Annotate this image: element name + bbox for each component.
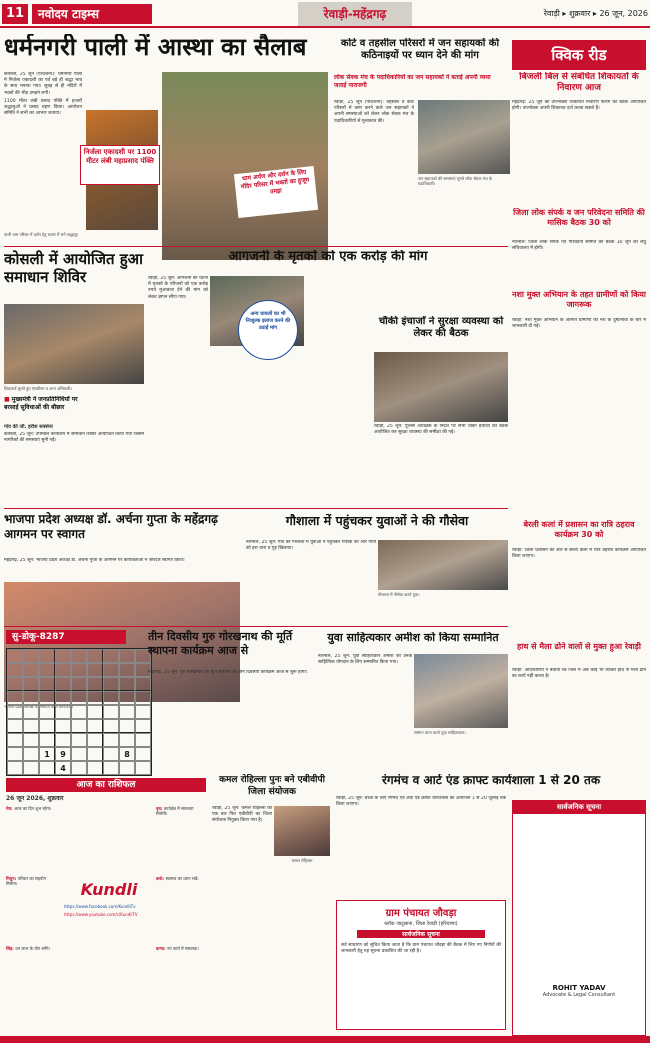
pali-intro-col	[84, 72, 162, 106]
agni-body-col-1: रेवाड़ी, 25 जून: आगजनी की घटना में मृतकों के परिजनों को एक करोड़ रुपये मुआवजा देने की मांग को लेकर ज्ञापन सौंपा गया।	[148, 276, 208, 300]
headline-kosli: कोसली में आयोजित हुआ समाधान शिविर	[4, 250, 144, 286]
sudoku-cell	[7, 677, 23, 691]
sudoku-cell	[119, 691, 135, 705]
pali-body-1: कोसली, 25 जून (पांचजन्य): धर्मनगरी पाली में निर्जला एकादशी का पर्व बड़े ही श्रद्धा भाव के साथ मनाया गया। सुबह से ही मंदिरों में भक्तों की भीड़ उमड़ने लगी। 1100 मीटर लंबी प्रसाद पंक्ति में हजारों श्रद्धालुओं ने प्रसाद ग्रहण किया। आयोजन समिति ने सभी का आभार जताया।	[4, 72, 82, 117]
rashi-item: कर्क: स्वास्थ्य का ध्यान रखें।	[156, 876, 199, 881]
rashi-item: मिथुन: परिवार का सहयोग मिलेगा।	[6, 876, 46, 887]
qr-item-1-head: बिजली बिल से संबंधित शिकायतों के निवारण आज	[519, 72, 639, 93]
sudoku-cell	[7, 761, 23, 775]
sudoku-cell: 8	[119, 747, 135, 761]
sudoku-cell	[39, 649, 55, 663]
sudoku-cell	[71, 649, 87, 663]
sudoku-cell	[39, 705, 55, 719]
sudoku-cell	[55, 691, 71, 705]
gaushala-caption: गौशाला में गौसेवा करते युवा।	[378, 592, 420, 597]
sudoku-cell: 9	[55, 747, 71, 761]
sudoku-cell	[119, 677, 135, 691]
qr-item-5-body: रेवाड़ी: अधिकारियों ने बताया कि जिले में अब कोई भी व्यक्ति हाथ से मैला ढोने का कार्य नहीं करता है।	[512, 668, 646, 680]
sudoku-cell	[39, 663, 55, 677]
gram-panchayat-notice	[336, 900, 506, 1030]
sudoku-cell	[103, 649, 119, 663]
sudoku-cell	[7, 705, 23, 719]
sudoku-cell	[23, 663, 39, 677]
sudoku-cell	[7, 719, 23, 733]
qr-item-3-body: रेवाड़ी: नशा मुक्त अभियान के अंतर्गत ग्रामीणों को नशे के दुष्प्रभावों के बारे में जानकारी दी गई।	[512, 318, 646, 330]
kamal-caption: कमल रोहिल्ला	[291, 858, 313, 863]
kamal-photo	[274, 806, 330, 856]
city-section: रेवाड़ी-महेंद्रगढ़	[298, 2, 412, 26]
gorakhnath-body: महेंद्रगढ़, 25 जून: गुरु गोरखनाथ की मूर्ति स्थापना का तीन दिवसीय कार्यक्रम आज से शुरू होगा।	[148, 670, 308, 675]
sudoku-cell	[55, 677, 71, 691]
amish-photo	[414, 654, 508, 728]
dateline: रेवाड़ी ▸ शुक्रवार ▸ 26 जून, 2026	[543, 9, 648, 18]
headline-chowki: चौकी इंचार्जों ने सुरक्षा व्यवस्था को लेकर की बैठक	[378, 316, 504, 339]
sudoku-cell	[55, 733, 71, 747]
sudoku-cell	[103, 677, 119, 691]
sudoku-cell	[71, 663, 87, 677]
footer-bar	[0, 1036, 650, 1043]
pali-pull-quote: निर्जला एकादशी पर 1100 मीटर लंबी महाप्रसाद पंक्ति	[80, 145, 160, 185]
jan-sahayak-caption: जन सहायकों की समस्याएं सुनते लोक सेवक मंच के पदाधिकारी।	[418, 176, 493, 186]
amish-caption: सम्मान प्राप्त करते युवा साहित्यकार।	[414, 730, 466, 735]
sudoku-cell	[103, 705, 119, 719]
sudoku-cell	[23, 719, 39, 733]
jan-sahayak-subhead: लोक सेवक मंच के पदाधिकारियों का जन सहायकों ने बताई अपनी व्यथा जताई नाराजगी	[334, 74, 491, 89]
headline-kamal: कमल रोहिल्ला पुनः बने एबीवीपी जिला संयोजक	[219, 775, 325, 797]
rashi-item: मेष: आज का दिन शुभ रहेगा।	[6, 806, 52, 811]
paper-name: नवोदय टाइम्स	[32, 4, 152, 24]
sudoku-cell	[119, 663, 135, 677]
sudoku-cell	[7, 691, 23, 705]
bjp-body: महेंद्रगढ़, 25 जून: भाजपा प्रदेश अध्यक्ष डॉ. अर्चना गुप्ता के आगमन पर कार्यकर्ताओं ने जोरदार स्वागत किया।	[4, 558, 185, 563]
kundli-brand: Kundli	[80, 880, 138, 899]
chowki-body: रेवाड़ी, 25 जून: पुलिस अधीक्षक के निर्देश पर सभी चौकी इंचार्जों की बैठक आयोजित कर सुरक्षा व्यवस्था की समीक्षा की गई।	[374, 424, 508, 436]
public-notice	[512, 800, 646, 1036]
sudoku-cell	[119, 705, 135, 719]
qr-item-5-head: हाथ से मैला ढोने वालों से मुक्त हुआ रेवाड़ी	[516, 642, 642, 651]
sudoku-cell	[55, 649, 71, 663]
gaushala-body: नारनौल, 25 जून: गांव की गौशाला में युवाओं ने पहुंचकर गौसेवा की और गायों को हरा चारा व गुड़ खिलाया।	[246, 540, 376, 552]
sudoku-cell	[87, 761, 103, 775]
sudoku-cell	[23, 733, 39, 747]
qr-item-4-body: रेवाड़ी: जिला प्रशासन की ओर से बेरली कलां में रात्रि ठहराव कार्यक्रम आयोजित किया जाएगा।	[512, 548, 646, 560]
jan-sahayak-photo	[418, 100, 510, 174]
sudoku-cell	[55, 663, 71, 677]
gram-panchayat-notice-label: सार्वजनिक सूचना	[357, 930, 485, 938]
kosli-photo	[4, 304, 144, 384]
sudoku-cell	[71, 761, 87, 775]
sudoku-cell	[87, 649, 103, 663]
bjp-caption: भाजपा प्रदेश अध्यक्ष का स्वागत करते कार्यकर्ता।	[4, 704, 74, 709]
sudoku-cell	[71, 733, 87, 747]
rashi-item: कन्या: नए कार्य में सफलता।	[156, 946, 199, 951]
sudoku-cell	[103, 733, 119, 747]
sudoku-cell	[119, 719, 135, 733]
qr-item-3-head: नशा मुक्त अभियान के तहत ग्रामीणों को किया जागरूक	[512, 290, 646, 309]
sudoku-cell	[103, 747, 119, 761]
sudoku-cell	[119, 733, 135, 747]
rashi-item: वृष: कार्यक्षेत्र में सफलता मिलेगी।	[156, 806, 194, 817]
rashifal-date: 26 जून 2026, शुक्रवार	[6, 795, 64, 802]
sudoku-cell	[55, 705, 71, 719]
sudoku-cell	[23, 761, 39, 775]
qr-item-1-body: महेंद्रगढ़: 25 जून को उपभोक्ता शिकायत निवारण फोरम की बैठक आयोजित होगी। उपभोक्ता अपनी शिकायत दर्ज करवा सकते हैं।	[512, 100, 646, 112]
section-divider-3	[4, 626, 508, 627]
public-notice-name: ROHIT YADAV	[552, 984, 606, 992]
headline-rangmanch: रंगमंच व आर्ट एंड क्राफ्ट कार्यशाला 1 से 20 तक	[381, 774, 601, 787]
sudoku-cell	[55, 719, 71, 733]
rashifal-title: आज का राशिफल	[6, 778, 206, 792]
chowki-photo	[374, 352, 508, 422]
page-number: 11	[2, 4, 28, 24]
sudoku-cell	[23, 691, 39, 705]
headline-amish: युवा साहित्यकार अमीश को किया सम्मानित	[327, 632, 499, 644]
section-divider-2	[4, 508, 508, 509]
sudoku-cell	[71, 719, 87, 733]
sudoku-cell	[87, 705, 103, 719]
sudoku-cell	[87, 733, 103, 747]
jan-sahayak-body: रेवाड़ी, 25 जून (पांचजन्य): तहसील व कोर्ट परिसरों में काम करने वाले जन सहायकों ने अपनी समस्याओं को लेकर लोक सेवक मंच के पदाधिकारियों से मुलाकात की।	[334, 100, 414, 124]
agni-pull-quote: अन्य घायलों का भी निःशुल्क इलाज करने की उठाई मांग	[238, 300, 298, 360]
kosli-body: कोसली, 25 जून: उपमंडल कार्यालय में समाधान शिविर आयोजित किया गया जिसमें नागरिकों की समस्याएं सुनी गईं।	[4, 432, 144, 444]
sudoku-cell	[71, 691, 87, 705]
sudoku-title: सु-डोकू-8287	[6, 630, 126, 644]
kundli-fb-link[interactable]: https://www.facebook.com/KundliTv	[64, 904, 136, 909]
kundli-yt-link[interactable]: https://www.youtube.com/c/KundliTV	[64, 912, 138, 917]
sudoku-cell	[7, 663, 23, 677]
rashifal-list	[6, 806, 206, 1036]
sudoku-cell	[23, 747, 39, 761]
public-notice-sub: Advocate & Legal Consultant	[542, 992, 616, 998]
qr-item-2-head: जिला लोक संपर्क व जन परिवेदना समिति की मासिक बैठक 30 को	[513, 208, 645, 227]
sudoku-cell	[119, 649, 135, 663]
pali-caption-2: पाली धाम परिसर में दर्शन हेतु कतार में लगे श्रद्धालु।	[4, 232, 79, 237]
sudoku-cell	[39, 677, 55, 691]
sudoku-grid	[6, 648, 152, 776]
kamal-body-2	[274, 868, 330, 1018]
masthead	[0, 0, 650, 28]
sudoku-cell	[39, 691, 55, 705]
sudoku-cell	[87, 747, 103, 761]
section-divider-1	[4, 246, 508, 247]
sudoku-cell	[7, 747, 23, 761]
masthead-rule	[0, 26, 650, 28]
sudoku-cell	[71, 747, 87, 761]
sudoku-cell	[119, 761, 135, 775]
sudoku-cell	[103, 691, 119, 705]
sudoku-cell: 4	[55, 761, 71, 775]
sudoku-cell	[39, 761, 55, 775]
sudoku-cell	[39, 719, 55, 733]
public-notice-body	[513, 814, 645, 984]
headline-gaushala: गौशाला में पहुंचकर युवाओं ने की गौसेवा	[285, 514, 469, 528]
sudoku-cell	[103, 719, 119, 733]
sudoku-cell	[23, 705, 39, 719]
sudoku-cell	[39, 733, 55, 747]
public-notice-title: सार्वजनिक सूचना	[513, 801, 645, 814]
sudoku-cell	[23, 677, 39, 691]
kamal-body: रेवाड़ी, 25 जून: कमल रोहिल्ला को एक बार फिर एबीवीपी का जिला संयोजक नियुक्त किया गया है।	[212, 806, 272, 824]
sudoku-cell	[71, 677, 87, 691]
quick-read-title: क्विक रीड	[512, 40, 646, 70]
gram-panchayat-title: ग्राम पंचायत जौवड़ा	[385, 908, 457, 919]
qr-item-2-body: नारनौल: जिला लोक संपर्क एवं परिवेदना समिति की बैठक 30 जून को लघु सचिवालय में होगी।	[512, 240, 646, 252]
kosli-bullet-sub: गांव की जी. हरीश सक्सेना	[4, 424, 53, 430]
sudoku-cell	[87, 677, 103, 691]
sudoku-cell	[71, 705, 87, 719]
sudoku-cell	[103, 663, 119, 677]
kosli-bullet-head: ■ मुख्यमंत्री ने जनप्रतिनिधियों पर बरसाई सुविधाओं की बौछार	[4, 396, 78, 411]
pali-photo-caption: धाम अर्पण और दर्शन के लिए मंदिर परिसर में भक्तों का हुजूम उमड़ा	[234, 166, 318, 218]
sudoku-cell: 1	[39, 747, 55, 761]
qr-item-4-head: बेरली कलां में प्रशासन का रात्रि ठहराव कार्यक्रम 30 को	[523, 520, 635, 539]
rashi-item: सिंह: धन लाभ के योग बनेंगे।	[6, 946, 51, 951]
kosli-caption: शिकायतें सुनते हुए एसडीएम व अन्य अधिकारी।	[4, 386, 72, 391]
sudoku-cell	[103, 761, 119, 775]
agni-body-col-3	[374, 276, 508, 316]
headline-jan-sahayak: कोर्ट व तहसील परिसरों में जन सहायकों की कठिनाइयों पर ध्यान देने की मांग	[340, 38, 500, 61]
headline-pali: धर्मनगरी पाली में आस्था का सैलाब	[4, 34, 307, 61]
agni-body-col-2	[308, 276, 370, 502]
sudoku-cell	[7, 649, 23, 663]
sudoku-cell	[87, 691, 103, 705]
headline-agnijani: आगजनी के मृतकों को एक करोड़ की मांग	[228, 250, 428, 264]
sudoku-cell	[23, 649, 39, 663]
gaushala-photo	[378, 540, 508, 590]
rangmanch-body: रेवाड़ी, 25 जून: बच्चों के लिए रंगमंच एवं आर्ट एंड क्राफ्ट कार्यशाला का आयोजन 1 से 20 जुलाई तक किया जाएगा।	[336, 796, 506, 808]
headline-bjp: भाजपा प्रदेश अध्यक्ष डॉ. अर्चना गुप्ता के महेंद्रगढ़ आगमन पर स्वागत	[4, 512, 218, 541]
headline-gorakhnath: तीन दिवसीय गुरु गोरखनाथ की मूर्ति स्थापना कार्यक्रम आज से	[148, 630, 293, 657]
sudoku-cell	[7, 733, 23, 747]
gram-panchayat-subtitle: ब्लॉक जाटूसाना, जिला रेवाड़ी (हरियाणा)	[384, 921, 458, 927]
gram-panchayat-body: सर्व साधारण को सूचित किया जाता है कि ग्राम पंचायत जौवड़ा की बैठक में लिए गए निर्णयों की जानकारी हेतु यह सूचना प्रकाशित की जा रही है।	[341, 943, 501, 955]
sudoku-cell	[87, 663, 103, 677]
sudoku-cell	[87, 719, 103, 733]
amish-body: नारनौल, 25 जून: युवा साहित्यकार अमीश को उनके साहित्यिक योगदान के लिए सम्मानित किया गया।	[318, 654, 412, 666]
